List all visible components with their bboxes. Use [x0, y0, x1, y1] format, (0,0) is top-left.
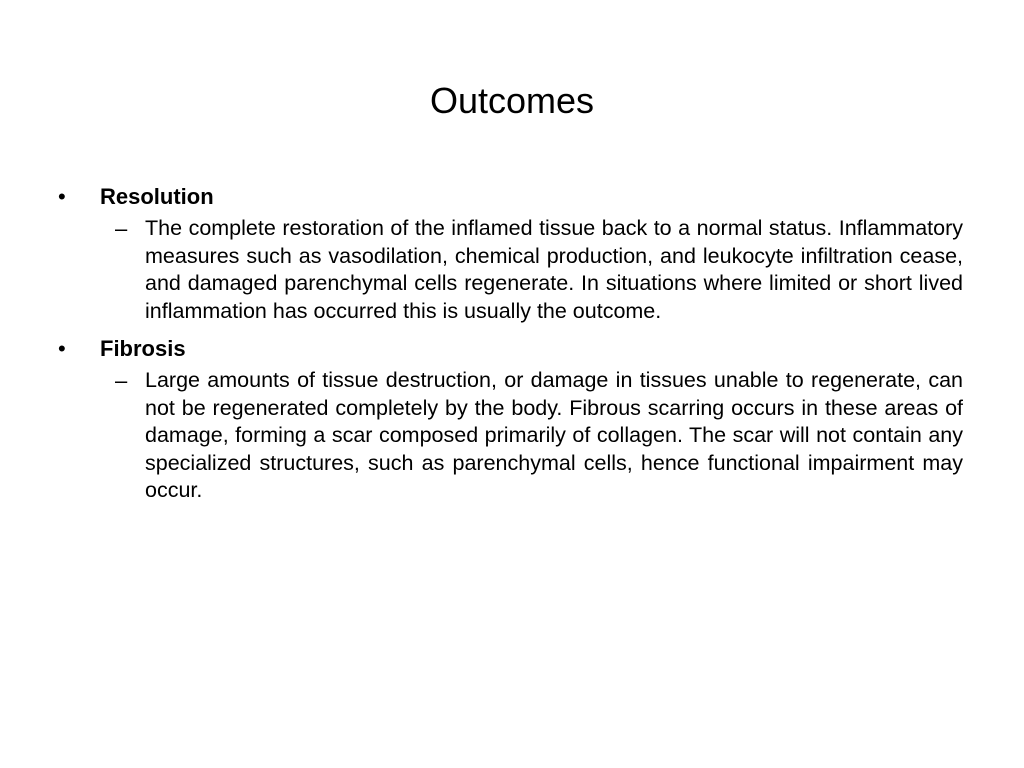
sub-bullet-fibrosis: [58, 367, 963, 505]
dash-marker: –: [115, 368, 128, 393]
bullet-marker: •: [58, 184, 66, 209]
dash-marker: –: [115, 216, 128, 241]
slide-title: Outcomes: [429, 80, 595, 121]
bullet-marker: •: [58, 336, 66, 361]
bullet-heading-resolution: Resolution: [100, 184, 214, 209]
bullet-heading-fibrosis: Fibrosis: [100, 336, 186, 361]
bullet-fibrosis: [58, 333, 963, 505]
bullet-resolution: [58, 181, 963, 325]
sub-bullet-text-fibrosis: Large amounts of tissue destruction, or damage in tissues unable to regenerate, can not be regenerated completely by the body. Fibrous scarring occurs in these areas of damage, forming a scar composed primarily of collagen. The scar will not contain any specialized structures, such as parenchymal cells, hence functional impairment may occur.: [145, 368, 963, 502]
sub-bullet-resolution: [58, 215, 963, 325]
sub-bullet-text-resolution: The complete restoration of the inflamed tissue back to a normal status. Inflammatory measures such as vasodilation, chemical production, and leukocyte infiltration cease, and damaged parenchymal cells regenerate. In situations where limited or short lived inflammation has occurred this is usually the outcome.: [145, 216, 963, 323]
slide-body: [58, 181, 963, 505]
